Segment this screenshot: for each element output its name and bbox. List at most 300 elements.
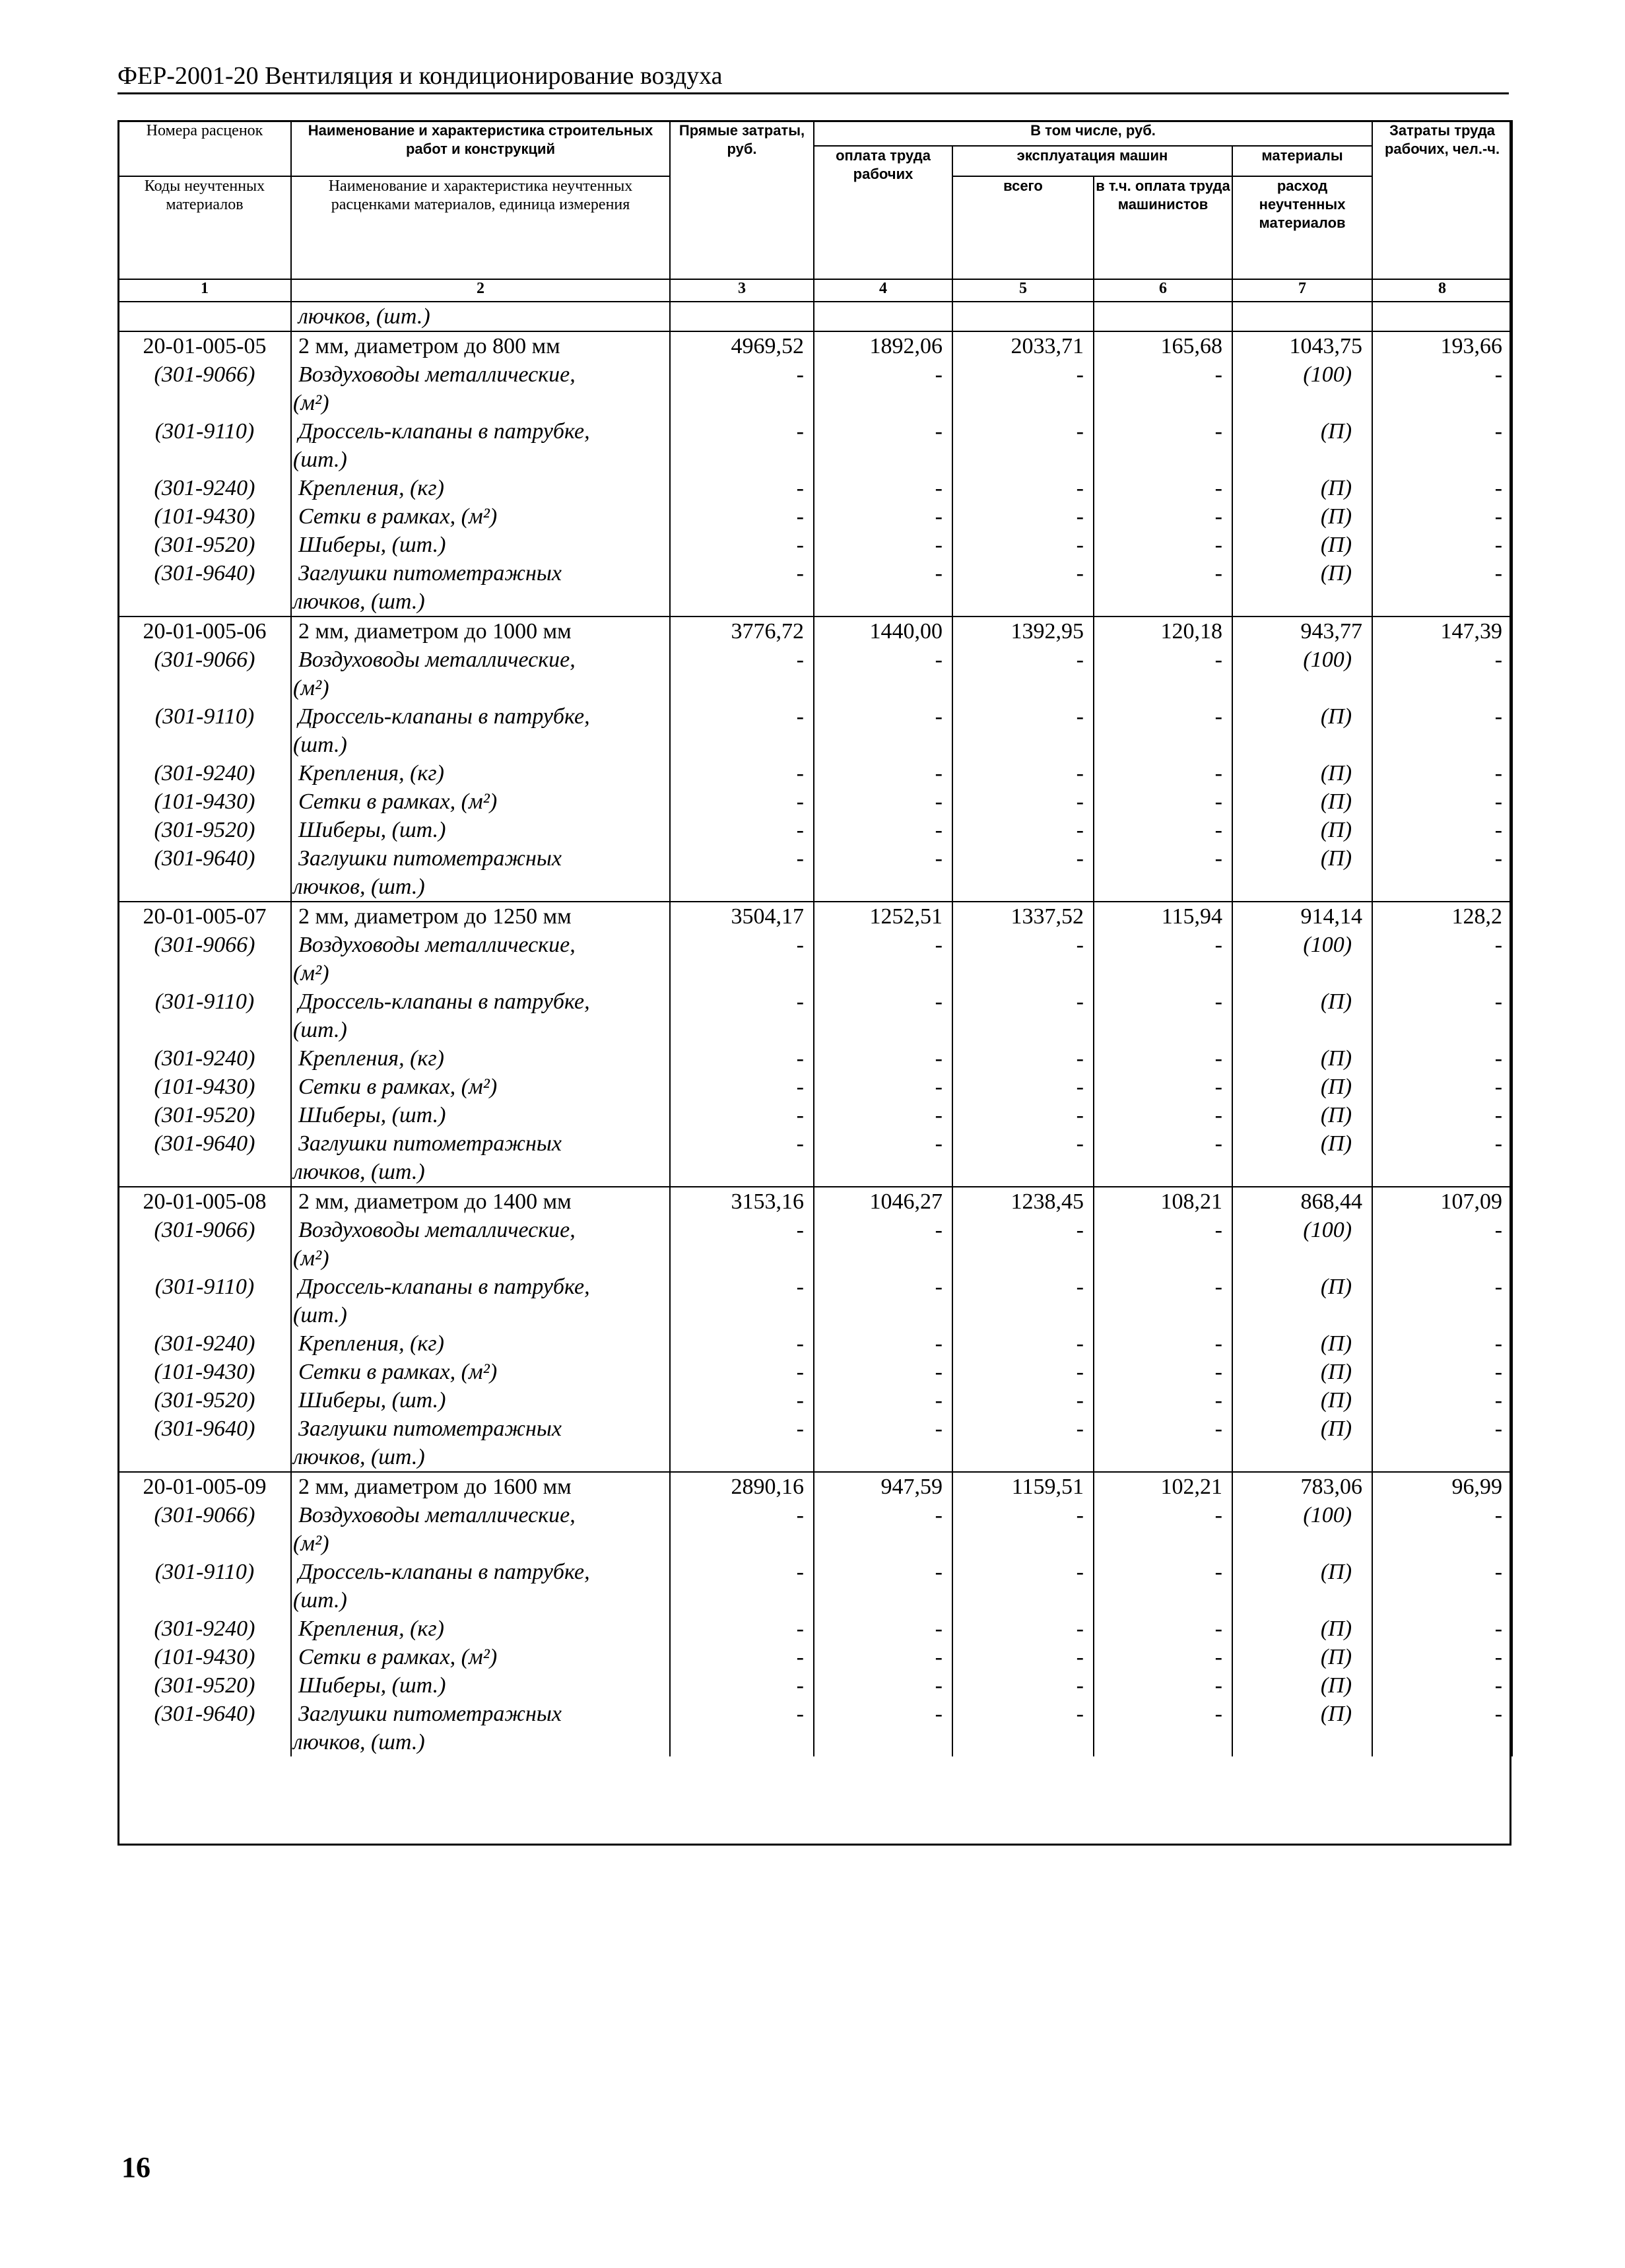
dash-cell: - <box>814 1700 952 1756</box>
rate-code: 20-01-005-08 <box>118 1187 291 1216</box>
dash-cell: - <box>670 702 814 759</box>
dash-cell: - <box>814 844 952 902</box>
labor-hours: 107,09 <box>1372 1187 1512 1216</box>
material-row <box>118 931 1512 987</box>
material-code: (301-9640) <box>118 844 291 902</box>
material-name-text: Крепления, (кг) <box>298 761 444 785</box>
material-amount: (П) <box>1232 1615 1372 1643</box>
material-name <box>291 474 670 502</box>
material-amount: (100) <box>1232 646 1372 702</box>
direct-costs: 2890,16 <box>670 1472 814 1501</box>
material-code: (101-9430) <box>118 1358 291 1386</box>
dash-cell: - <box>1372 531 1512 559</box>
material-amount: (П) <box>1232 844 1372 902</box>
material-name <box>291 787 670 816</box>
header-including: В том числе, руб. <box>814 121 1372 146</box>
material-code: (301-9520) <box>118 531 291 559</box>
machines-total: 2033,71 <box>952 331 1094 360</box>
header-labor-pay: оплата труда рабочих <box>814 146 952 279</box>
dash-cell: - <box>814 360 952 417</box>
dash-cell: - <box>814 1386 952 1415</box>
machines-total: 1337,52 <box>952 902 1094 931</box>
material-code: (301-9520) <box>118 1671 291 1700</box>
materials-cost: 868,44 <box>1232 1187 1372 1216</box>
material-amount: (П) <box>1232 474 1372 502</box>
material-amount: (100) <box>1232 1216 1372 1273</box>
dash-cell: - <box>1372 1558 1512 1615</box>
material-name-text: Крепления, (кг) <box>298 476 444 500</box>
material-name-text: Воздуховоды металлические, <box>298 1218 576 1242</box>
dash-cell: - <box>952 1273 1094 1329</box>
dash-cell: - <box>1372 1615 1512 1643</box>
dash-cell: - <box>670 931 814 987</box>
page-number: 16 <box>121 2151 150 2184</box>
header-labor-hours: Затраты труда рабочих, чел.-ч. <box>1372 121 1512 279</box>
material-name <box>291 816 670 844</box>
dash-cell: - <box>1372 1044 1512 1073</box>
dash-cell: - <box>670 360 814 417</box>
header-material-codes: Коды неучтенных материалов <box>118 176 291 279</box>
dash-cell: - <box>670 816 814 844</box>
dash-cell: - <box>814 474 952 502</box>
material-name <box>291 987 670 1044</box>
dash-cell: - <box>1372 759 1512 787</box>
dash-cell: - <box>670 1044 814 1073</box>
material-unit: (шт.) <box>293 1018 347 1042</box>
dash-cell: - <box>670 1101 814 1129</box>
labor-hours: 128,2 <box>1372 902 1512 931</box>
dash-cell: - <box>814 1558 952 1615</box>
rate-code: 20-01-005-09 <box>118 1472 291 1501</box>
material-name-text: Крепления, (кг) <box>298 1046 444 1071</box>
material-row <box>118 1044 1512 1073</box>
dash-cell: - <box>814 1615 952 1643</box>
dash-cell: - <box>1372 702 1512 759</box>
dash-cell: - <box>670 531 814 559</box>
material-unit: лючков, (шт.) <box>293 1445 425 1469</box>
material-row <box>118 531 1512 559</box>
dash-cell: - <box>952 1501 1094 1558</box>
continuation-text: лючков, (шт.) <box>291 302 670 331</box>
material-name <box>291 360 670 417</box>
dash-cell: - <box>1094 1044 1232 1073</box>
material-amount: (П) <box>1232 1358 1372 1386</box>
material-code: (301-9640) <box>118 1129 291 1187</box>
rates-table <box>117 120 1513 1756</box>
col-number: 5 <box>952 279 1094 302</box>
dash-cell: - <box>1094 987 1232 1044</box>
material-code: (301-9066) <box>118 646 291 702</box>
direct-costs: 3776,72 <box>670 617 814 646</box>
dash-cell: - <box>814 559 952 617</box>
machinists-pay: 165,68 <box>1094 331 1232 360</box>
material-name <box>291 1615 670 1643</box>
material-name-text: Дроссель-клапаны в патрубке, <box>298 419 590 444</box>
dash-cell: - <box>1094 1501 1232 1558</box>
material-code: (301-9066) <box>118 360 291 417</box>
machines-total: 1392,95 <box>952 617 1094 646</box>
material-amount: (П) <box>1232 531 1372 559</box>
dash-cell: - <box>1372 360 1512 417</box>
dash-cell: - <box>814 502 952 531</box>
material-row <box>118 1073 1512 1101</box>
material-name-text: Воздуховоды металлические, <box>298 648 576 672</box>
material-row <box>118 1216 1512 1273</box>
header-machines: эксплуатация машин <box>952 146 1232 176</box>
col-number: 6 <box>1094 279 1232 302</box>
dash-cell: - <box>1094 474 1232 502</box>
dash-cell: - <box>1094 1415 1232 1472</box>
material-code: (301-9240) <box>118 1044 291 1073</box>
col-number: 2 <box>291 279 670 302</box>
material-name <box>291 1558 670 1615</box>
direct-costs: 3504,17 <box>670 902 814 931</box>
dash-cell: - <box>814 1129 952 1187</box>
material-row <box>118 816 1512 844</box>
col-number: 3 <box>670 279 814 302</box>
dash-cell: - <box>670 1329 814 1358</box>
material-name <box>291 417 670 474</box>
header-material-consumption: расход неучтенных материалов <box>1232 176 1372 279</box>
material-row <box>118 1643 1512 1671</box>
machines-total: 1238,45 <box>952 1187 1094 1216</box>
labor-hours: 96,99 <box>1372 1472 1512 1501</box>
material-row <box>118 1700 1512 1756</box>
material-unit: (шт.) <box>293 1303 347 1327</box>
material-amount: (П) <box>1232 1101 1372 1129</box>
dash-cell: - <box>814 702 952 759</box>
dash-cell: - <box>952 702 1094 759</box>
dash-cell: - <box>1094 931 1232 987</box>
dash-cell: - <box>1094 702 1232 759</box>
material-amount: (100) <box>1232 931 1372 987</box>
dash-cell: - <box>670 417 814 474</box>
labor-hours: 193,66 <box>1372 331 1512 360</box>
material-row <box>118 844 1512 902</box>
material-row <box>118 702 1512 759</box>
material-name <box>291 1415 670 1472</box>
dash-cell: - <box>952 1671 1094 1700</box>
dash-cell: - <box>670 1415 814 1472</box>
rate-row <box>118 617 1512 646</box>
material-name <box>291 1129 670 1187</box>
material-code: (101-9430) <box>118 787 291 816</box>
material-amount: (100) <box>1232 1501 1372 1558</box>
material-code: (301-9640) <box>118 1700 291 1756</box>
dash-cell: - <box>952 646 1094 702</box>
material-amount: (П) <box>1232 559 1372 617</box>
dash-cell: - <box>952 787 1094 816</box>
material-name <box>291 1386 670 1415</box>
material-amount: (П) <box>1232 1700 1372 1756</box>
material-name-text: Сетки в рамках, (м²) <box>298 504 498 529</box>
material-amount: (П) <box>1232 816 1372 844</box>
rate-name: 2 мм, диаметром до 1250 мм <box>291 902 670 931</box>
material-row <box>118 1415 1512 1472</box>
materials-cost: 943,77 <box>1232 617 1372 646</box>
dash-cell: - <box>670 1273 814 1329</box>
material-row <box>118 417 1512 474</box>
material-code: (301-9240) <box>118 474 291 502</box>
material-code: (301-9240) <box>118 759 291 787</box>
material-code: (301-9110) <box>118 1558 291 1615</box>
material-name <box>291 1044 670 1073</box>
dash-cell: - <box>1094 360 1232 417</box>
material-unit: (м²) <box>293 391 329 415</box>
dash-cell: - <box>952 1558 1094 1615</box>
dash-cell: - <box>952 1101 1094 1129</box>
material-name <box>291 702 670 759</box>
dash-cell: - <box>1094 1615 1232 1643</box>
direct-costs: 3153,16 <box>670 1187 814 1216</box>
dash-cell: - <box>670 474 814 502</box>
materials-cost: 1043,75 <box>1232 331 1372 360</box>
material-row <box>118 360 1512 417</box>
dash-cell: - <box>952 531 1094 559</box>
dash-cell: - <box>670 559 814 617</box>
material-name-text: Сетки в рамках, (м²) <box>298 1360 498 1384</box>
dash-cell: - <box>1094 1216 1232 1273</box>
dash-cell: - <box>952 1615 1094 1643</box>
dash-cell: - <box>814 816 952 844</box>
rate-row <box>118 902 1512 931</box>
rate-row <box>118 1472 1512 1501</box>
material-row <box>118 559 1512 617</box>
dash-cell: - <box>814 1329 952 1358</box>
material-name-text: Воздуховоды металлические, <box>298 1503 576 1527</box>
dash-cell: - <box>670 1671 814 1700</box>
material-amount: (П) <box>1232 987 1372 1044</box>
dash-cell: - <box>670 1129 814 1187</box>
dash-cell: - <box>814 1358 952 1386</box>
material-code: (301-9110) <box>118 417 291 474</box>
material-code: (301-9520) <box>118 1386 291 1415</box>
dash-cell: - <box>1094 417 1232 474</box>
machinists-pay: 108,21 <box>1094 1187 1232 1216</box>
dash-cell: - <box>1094 844 1232 902</box>
dash-cell: - <box>814 531 952 559</box>
dash-cell: - <box>952 759 1094 787</box>
material-code: (301-9110) <box>118 987 291 1044</box>
dash-cell: - <box>952 1358 1094 1386</box>
dash-cell: - <box>814 1415 952 1472</box>
dash-cell: - <box>952 1415 1094 1472</box>
material-amount: (100) <box>1232 360 1372 417</box>
material-name <box>291 646 670 702</box>
material-name <box>291 1700 670 1756</box>
dash-cell: - <box>1094 1329 1232 1358</box>
material-name-text: Дроссель-клапаны в патрубке, <box>298 1560 590 1584</box>
direct-costs: 4969,52 <box>670 331 814 360</box>
material-name <box>291 559 670 617</box>
material-amount: (П) <box>1232 1643 1372 1671</box>
material-code: (301-9640) <box>118 1415 291 1472</box>
rate-code: 20-01-005-05 <box>118 331 291 360</box>
dash-cell: - <box>1372 1415 1512 1472</box>
material-unit: (шт.) <box>293 733 347 757</box>
material-name-text: Заглушки питометражных <box>298 1131 562 1156</box>
dash-cell: - <box>1094 1101 1232 1129</box>
material-row <box>118 759 1512 787</box>
material-amount: (П) <box>1232 1415 1372 1472</box>
dash-cell: - <box>814 931 952 987</box>
dash-cell: - <box>952 1700 1094 1756</box>
material-row <box>118 1129 1512 1187</box>
dash-cell: - <box>814 646 952 702</box>
material-row <box>118 987 1512 1044</box>
dash-cell: - <box>952 931 1094 987</box>
col-number: 7 <box>1232 279 1372 302</box>
material-row <box>118 1671 1512 1700</box>
dash-cell: - <box>1372 1358 1512 1386</box>
dash-cell: - <box>1094 1273 1232 1329</box>
header-rate-numbers: Номера расценок <box>118 121 291 176</box>
dash-cell: - <box>814 787 952 816</box>
rate-code: 20-01-005-07 <box>118 902 291 931</box>
material-code: (301-9520) <box>118 1101 291 1129</box>
material-row <box>118 1386 1512 1415</box>
dash-cell: - <box>1094 1643 1232 1671</box>
dash-cell: - <box>1372 1329 1512 1358</box>
dash-cell: - <box>952 502 1094 531</box>
dash-cell: - <box>952 1643 1094 1671</box>
dash-cell: - <box>1094 1358 1232 1386</box>
rate-name: 2 мм, диаметром до 1400 мм <box>291 1187 670 1216</box>
dash-cell: - <box>952 1329 1094 1358</box>
material-code: (101-9430) <box>118 502 291 531</box>
dash-cell: - <box>1372 559 1512 617</box>
dash-cell: - <box>952 360 1094 417</box>
material-name-text: Дроссель-клапаны в патрубке, <box>298 704 590 729</box>
dash-cell: - <box>952 844 1094 902</box>
material-name-text: Воздуховоды металлические, <box>298 933 576 957</box>
material-unit: (м²) <box>293 961 329 985</box>
material-row <box>118 1329 1512 1358</box>
labor-hours: 147,39 <box>1372 617 1512 646</box>
material-unit: (м²) <box>293 1531 329 1556</box>
machinists-pay: 115,94 <box>1094 902 1232 931</box>
dash-cell: - <box>952 987 1094 1044</box>
dash-cell: - <box>1372 646 1512 702</box>
material-amount: (П) <box>1232 1273 1372 1329</box>
material-row <box>118 1273 1512 1329</box>
rate-row <box>118 1187 1512 1216</box>
material-name-text: Дроссель-клапаны в патрубке, <box>298 1275 590 1299</box>
material-name <box>291 1273 670 1329</box>
dash-cell: - <box>1372 1501 1512 1558</box>
material-row <box>118 1501 1512 1558</box>
dash-cell: - <box>952 417 1094 474</box>
dash-cell: - <box>1094 816 1232 844</box>
dash-cell: - <box>1372 1700 1512 1756</box>
material-name <box>291 1329 670 1358</box>
dash-cell: - <box>814 1073 952 1101</box>
material-row <box>118 502 1512 531</box>
col-number: 8 <box>1372 279 1512 302</box>
material-name <box>291 1501 670 1558</box>
material-unit: (м²) <box>293 1246 329 1271</box>
material-amount: (П) <box>1232 502 1372 531</box>
dash-cell: - <box>1372 502 1512 531</box>
dash-cell: - <box>670 987 814 1044</box>
material-code: (301-9066) <box>118 931 291 987</box>
material-name <box>291 1358 670 1386</box>
dash-cell: - <box>1372 1273 1512 1329</box>
material-name <box>291 1216 670 1273</box>
header-work-name: Наименование и характеристика строительных работ и конструкций <box>291 121 670 176</box>
machinists-pay: 102,21 <box>1094 1472 1232 1501</box>
dash-cell: - <box>1372 1643 1512 1671</box>
dash-cell: - <box>1094 787 1232 816</box>
material-amount: (П) <box>1232 1329 1372 1358</box>
dash-cell: - <box>814 1273 952 1329</box>
material-amount: (П) <box>1232 702 1372 759</box>
header-material-names: Наименование и характеристика неучтенных расценками материалов, единица измерения <box>291 176 670 279</box>
header-materials: материалы <box>1232 146 1372 176</box>
dash-cell: - <box>1094 1558 1232 1615</box>
material-name <box>291 1073 670 1101</box>
dash-cell: - <box>670 787 814 816</box>
material-name-text: Сетки в рамках, (м²) <box>298 1645 498 1669</box>
dash-cell: - <box>952 816 1094 844</box>
material-name <box>291 931 670 987</box>
material-unit: лючков, (шт.) <box>293 875 425 899</box>
dash-cell: - <box>814 1101 952 1129</box>
material-name <box>291 502 670 531</box>
material-code: (101-9430) <box>118 1073 291 1101</box>
material-row <box>118 646 1512 702</box>
dash-cell: - <box>670 844 814 902</box>
material-unit: лючков, (шт.) <box>293 1160 425 1184</box>
material-code: (101-9430) <box>118 1643 291 1671</box>
material-unit: (м²) <box>293 676 329 700</box>
material-name-text: Шиберы, (шт.) <box>298 1103 446 1127</box>
material-row <box>118 1358 1512 1386</box>
dash-cell: - <box>1372 931 1512 987</box>
dash-cell: - <box>1094 646 1232 702</box>
material-name-text: Заглушки питометражных <box>298 1702 562 1726</box>
dash-cell: - <box>670 1073 814 1101</box>
dash-cell: - <box>1372 844 1512 902</box>
dash-cell: - <box>952 1386 1094 1415</box>
dash-cell: - <box>1372 1129 1512 1187</box>
dash-cell: - <box>814 1671 952 1700</box>
material-name-text: Воздуховоды металлические, <box>298 362 576 387</box>
material-name <box>291 844 670 902</box>
header-direct-costs: Прямые затраты, руб. <box>670 121 814 279</box>
dash-cell: - <box>1372 787 1512 816</box>
material-amount: (П) <box>1232 1671 1372 1700</box>
dash-cell: - <box>814 987 952 1044</box>
dash-cell: - <box>1372 1101 1512 1129</box>
dash-cell: - <box>670 1216 814 1273</box>
machinists-pay: 120,18 <box>1094 617 1232 646</box>
material-row <box>118 1615 1512 1643</box>
dash-cell: - <box>670 502 814 531</box>
material-row <box>118 1101 1512 1129</box>
material-code: (301-9066) <box>118 1216 291 1273</box>
material-name-text: Сетки в рамках, (м²) <box>298 789 498 814</box>
dash-cell: - <box>1372 1073 1512 1101</box>
material-code: (301-9640) <box>118 559 291 617</box>
material-amount: (П) <box>1232 1044 1372 1073</box>
material-name <box>291 1101 670 1129</box>
dash-cell: - <box>1372 816 1512 844</box>
dash-cell: - <box>1094 1073 1232 1101</box>
material-name-text: Крепления, (кг) <box>298 1617 444 1641</box>
dash-cell: - <box>1372 987 1512 1044</box>
labor-pay: 947,59 <box>814 1472 952 1501</box>
